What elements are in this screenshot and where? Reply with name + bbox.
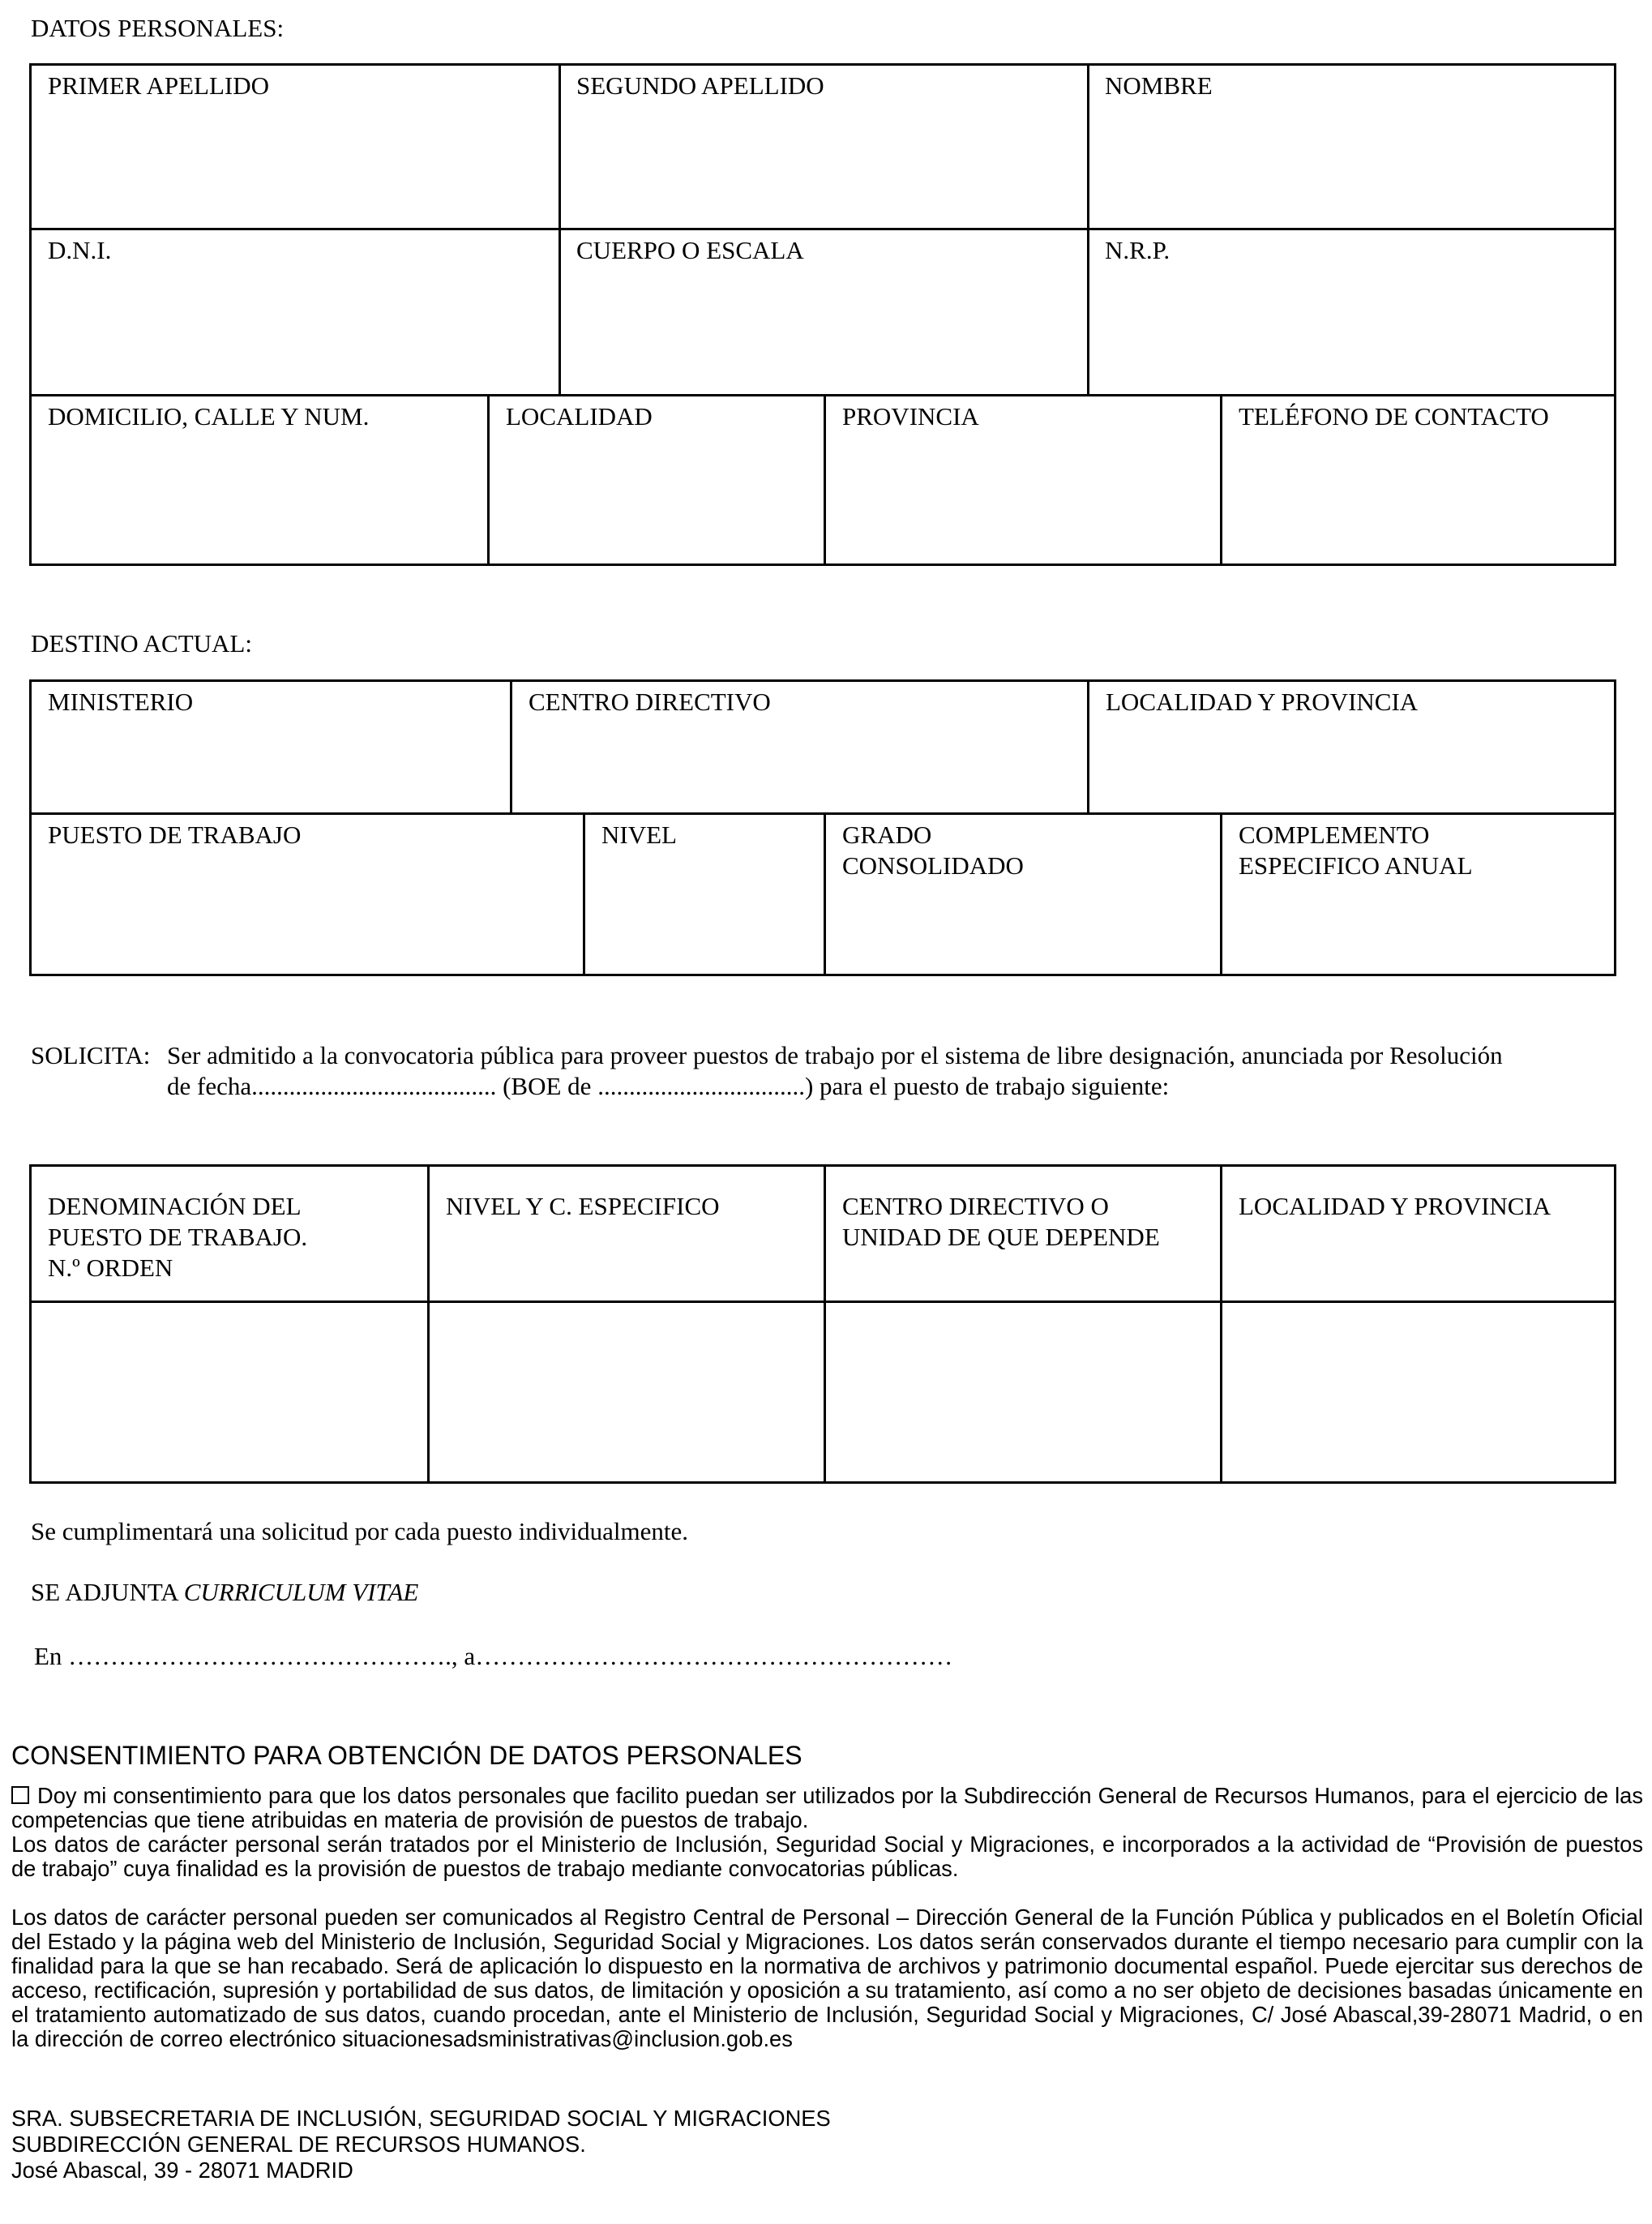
curriculum-vitae: CURRICULUM VITAE bbox=[183, 1578, 419, 1606]
addressee-line3: José Abascal, 39 - 28071 MADRID bbox=[11, 2158, 353, 2183]
consent-checkbox[interactable] bbox=[11, 1786, 29, 1804]
solicita-text-line1: Ser admitido a la convocatoria pública para proveer puestos de trabajo por el sistema de libre designación, anunciada por Resolución bbox=[167, 1041, 1503, 1069]
field-label: CENTRO DIRECTIVO bbox=[529, 688, 771, 716]
nivel-field[interactable] bbox=[585, 815, 823, 973]
lugar-fecha-line[interactable]: En ………………………………………., a………………………………………………… bbox=[34, 1642, 953, 1670]
addressee-line2: SUBDIRECCIÓN GENERAL DE RECURSOS HUMANOS. bbox=[11, 2132, 586, 2157]
centro-directivo-field[interactable] bbox=[512, 682, 1086, 812]
destino-heading: DESTINO ACTUAL: bbox=[31, 629, 252, 658]
ministerio-field[interactable] bbox=[32, 682, 510, 812]
nrp-field[interactable] bbox=[1089, 230, 1616, 392]
solicita-label: SOLICITA: bbox=[31, 1041, 151, 1069]
adjunta-note bbox=[31, 1577, 418, 1608]
adjunta-prefix: SE ADJUNTA bbox=[31, 1578, 184, 1606]
personal-data-table bbox=[29, 63, 1616, 566]
column-header bbox=[826, 1186, 1219, 1300]
column-header bbox=[430, 1186, 823, 1300]
field-label: PUESTO DE TRABAJO bbox=[48, 821, 302, 849]
header-label: DENOMINACIÓN DEL PUESTO DE TRABAJO. N.º ORDEN bbox=[48, 1192, 308, 1282]
field-label: LOCALIDAD bbox=[506, 402, 653, 431]
consent-title: CONSENTIMIENTO PARA OBTENCIÓN DE DATOS PERSONALES bbox=[11, 1741, 802, 1770]
segundo-apellido-field[interactable] bbox=[560, 66, 1087, 228]
localidad-provincia-field[interactable] bbox=[1089, 682, 1615, 812]
consent-checkbox-paragraph bbox=[11, 1784, 1643, 1832]
column-header bbox=[1222, 1186, 1615, 1300]
nombre-field[interactable] bbox=[1089, 66, 1616, 228]
field-label: GRADO CONSOLIDADO bbox=[842, 821, 1024, 880]
provincia-field[interactable] bbox=[826, 396, 1219, 563]
denominacion-input[interactable] bbox=[32, 1303, 427, 1481]
addressee-line1: SRA. SUBSECRETARIA DE INCLUSIÓN, SEGURIDAD SOCIAL Y MIGRACIONES bbox=[11, 2106, 831, 2131]
telefono-field[interactable] bbox=[1222, 396, 1615, 563]
header-label: LOCALIDAD Y PROVINCIA bbox=[1239, 1192, 1551, 1220]
grado-consolidado-field[interactable] bbox=[826, 815, 1219, 973]
field-label: COMPLEMENTO ESPECIFICO ANUAL bbox=[1239, 821, 1473, 880]
primer-apellido-field[interactable] bbox=[32, 66, 559, 228]
dni-field[interactable] bbox=[32, 230, 559, 392]
solicita-text-line2: de fecha....................................... (BOE de .................................) para el puesto de trabajo siguiente: bbox=[167, 1072, 1170, 1100]
destino-table bbox=[29, 679, 1616, 976]
field-label: D.N.I. bbox=[48, 236, 112, 264]
personal-data-heading: DATOS PERSONALES: bbox=[31, 14, 285, 42]
field-label: DOMICILIO, CALLE Y NUM. bbox=[48, 402, 370, 431]
field-label: NIVEL bbox=[601, 821, 677, 849]
field-label: LOCALIDAD Y PROVINCIA bbox=[1106, 688, 1419, 716]
field-label: TELÉFONO DE CONTACTO bbox=[1239, 402, 1549, 431]
field-label: PRIMER APELLIDO bbox=[48, 71, 269, 100]
field-label: MINISTERIO bbox=[48, 688, 194, 716]
consent-checkbox-text: Doy mi consentimiento para que los datos personales que facilito puedan ser utilizados por la Subdirección General de Recursos Humanos, para el ejercicio de las competencias que tiene atribuidas en materia de provisión de puestos de trabajo. bbox=[11, 1783, 1643, 1832]
cuerpo-escala-field[interactable] bbox=[560, 230, 1087, 392]
field-label: NOMBRE bbox=[1105, 71, 1213, 100]
header-label: NIVEL Y C. ESPECIFICO bbox=[446, 1192, 720, 1220]
localidad-provincia-input[interactable] bbox=[1222, 1303, 1615, 1481]
column-header bbox=[32, 1186, 427, 1300]
complemento-especifico-field[interactable] bbox=[1222, 815, 1615, 973]
consent-paragraph-3: Los datos de carácter personal pueden ser comunicados al Registro Central de Personal – Dirección General de la Función Pública y publicados en el Boletín Oficial del Estado y la página web del Ministerio de Inclusión, Seguridad Social y Migraciones. Los datos serán conservados durante el tiempo necesario para cumplir con la finalidad para la que se han recabado. Será de aplicación lo dispuesto en la normativa de archivos y patrimonio documental español. Puede ejercitar sus derechos de acceso, rectificación, supresión y portabilidad de sus datos, de limitación y oposición a su tratamiento, así como a no ser objeto de decisiones basadas únicamente en el tratamiento automatizado de sus datos, cuando procedan, ante el Ministerio de Inclusión, Seguridad Social y Migraciones, C/ José Abascal,39-28071 Madrid, o en la dirección de correo electrónico situacionesadsministrativas@inclusion.gob.es bbox=[11, 1905, 1643, 2051]
field-label: N.R.P. bbox=[1105, 236, 1171, 264]
field-label: SEGUNDO APELLIDO bbox=[576, 71, 824, 100]
field-label: PROVINCIA bbox=[842, 402, 979, 431]
individual-note: Se cumplimentará una solicitud por cada puesto individualmente. bbox=[31, 1517, 688, 1545]
header-label: CENTRO DIRECTIVO O UNIDAD DE QUE DEPENDE bbox=[842, 1192, 1160, 1251]
puesto-trabajo-field[interactable] bbox=[32, 815, 583, 973]
consent-paragraph-2: Los datos de carácter personal serán tratados por el Ministerio de Inclusión, Seguridad Social y Migraciones, e incorporados a la actividad de “Provisión de puestos de trabajo” cuya finalidad es la provisión de puestos de trabajo mediante convocatorias públicas. bbox=[11, 1832, 1643, 1881]
centro-directivo-input[interactable] bbox=[826, 1303, 1219, 1481]
domicilio-field[interactable] bbox=[32, 396, 486, 563]
addressee-block bbox=[11, 2106, 831, 2183]
nivel-especifico-input[interactable] bbox=[430, 1303, 823, 1481]
field-label: CUERPO O ESCALA bbox=[576, 236, 804, 264]
puesto-solicitado-table bbox=[29, 1164, 1616, 1484]
consent-body bbox=[11, 1784, 1643, 2051]
localidad-field[interactable] bbox=[490, 396, 822, 563]
